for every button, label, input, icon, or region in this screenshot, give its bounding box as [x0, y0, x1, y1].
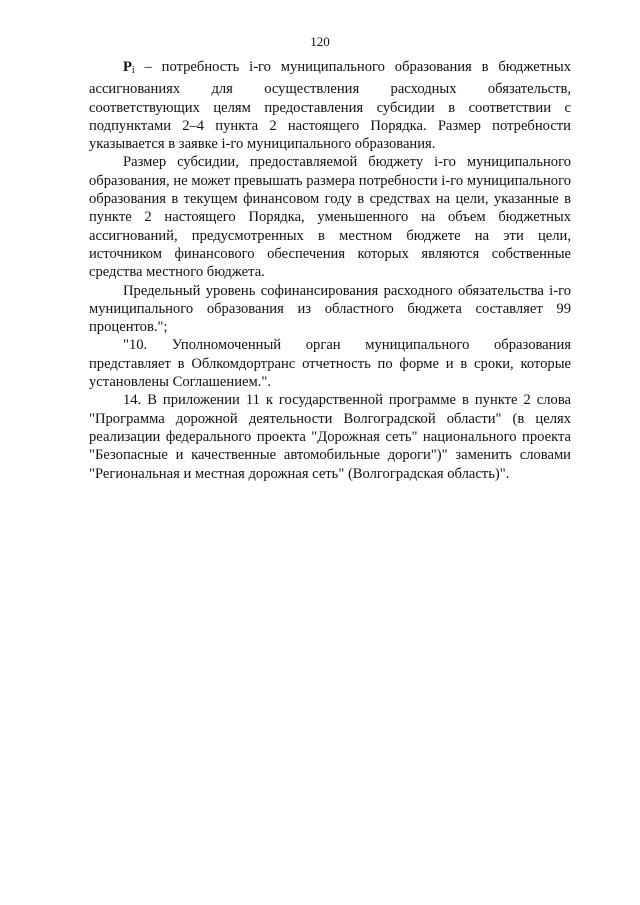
paragraph-item-14: 14. В приложении 11 к государственной программе в пункте 2 слова "Программа дорожной деятельности Волгоградской области" (в целях реализации федерального проекта "Дорожная сеть" национального проекта "Безопасные и качественные автомобильные дороги")" заменить словами "Региональная и местная дорожная сеть" (Волгоградская область)".	[89, 392, 571, 482]
paragraph-subsidy-size: Размер субсидии, предоставляемой бюджету i-го муниципального образования, не может превышать размера потребности i-го муниципального образования в текущем финансовом году в средствах на цели, указанные в пункте 2 настоящего Порядка, уменьшенного на объем бюджетных ассигнований, предусмотренных в местном бюджете на эти цели, источником финансового обеспечения которых являются собственные средства местного бюджета.	[89, 154, 571, 281]
formula-subscript: i	[131, 65, 135, 76]
paragraph-text: – потребность i-го муниципального образования в бюджетных ассигнованиях для осуществления расходных обязательств, соответствующих целям предоставления субсидии в соответствии с подпунктами 2–4 пункта 2 настоящего Порядка. Размер потребности указывается в заявке i-го муниципального образования.	[89, 59, 571, 153]
paragraph-cofinancing-level: Предельный уровень софинансирования расходного обязательства i-го муниципального образования из областного бюджета составляет 99 процентов.";	[89, 282, 571, 336]
paragraph-item-10: "10. Уполномоченный орган муниципального образования представляет в Облкомдортранс отчетность по форме и в сроки, которые установлены Соглашением.".	[89, 337, 571, 391]
paragraph-pi-definition	[89, 58, 571, 153]
document-body	[89, 58, 571, 483]
page-number: 120	[310, 34, 330, 49]
formula-symbol: P	[123, 59, 132, 75]
